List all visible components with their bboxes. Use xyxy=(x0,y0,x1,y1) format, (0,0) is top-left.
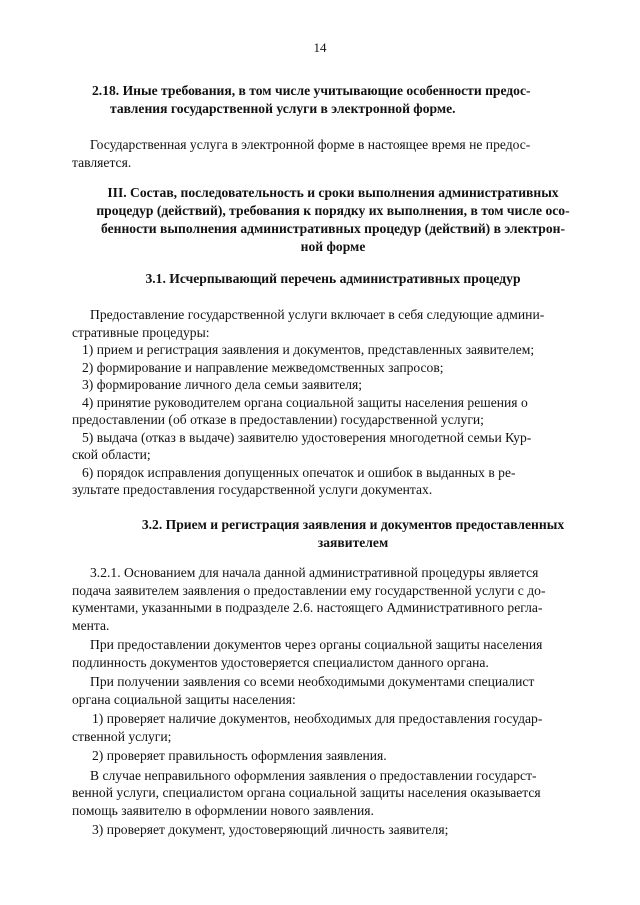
section-3-heading xyxy=(72,184,594,256)
paragraph xyxy=(72,821,594,839)
section-3-2-body xyxy=(72,564,594,839)
list-item-line: предоставлении (об отказе в предоставлении) государственной услуги; xyxy=(72,412,484,427)
list-item: 2) формирование и направление межведомственных запросов; xyxy=(82,359,444,375)
body-line: тавляется. xyxy=(72,154,132,170)
body-line: помощь заявителю в оформлении нового заявления. xyxy=(72,802,374,818)
body-line: Предоставление государственной услуги включает в себя следующие админи- xyxy=(90,307,545,322)
paragraph xyxy=(72,673,594,708)
body-line: подлинность документов удостоверяется специалистом данного органа. xyxy=(72,654,489,670)
paragraph xyxy=(72,710,594,745)
body-line: стративные процедуры: xyxy=(72,324,210,340)
heading-line: III. Состав, последовательность и сроки выполнения административных xyxy=(107,185,559,200)
list-item-line: зультате предоставления государственной услуги документах. xyxy=(72,482,433,497)
body-line: ственной услуги; xyxy=(72,728,172,744)
section-3-1-body xyxy=(72,306,594,499)
body-line: 1) проверяет наличие документов, необходимых для предоставления государ- xyxy=(92,711,543,726)
body-line: 2) проверяет правильность оформления заявления. xyxy=(92,748,387,763)
list-item-line: 5) выдача (отказ в выдаче) заявителю удостоверения многодетной семьи Кур- xyxy=(82,429,532,445)
section-3-2-heading xyxy=(112,516,594,552)
list-item: 1) прием и регистрация заявления и документов, представленных заявителем; xyxy=(82,342,535,357)
paragraph xyxy=(72,767,594,820)
section-3-1-heading: 3.1. Исчерпывающий перечень административных процедур xyxy=(145,271,521,286)
body-line: При получении заявления со всеми необходимыми документами специалист xyxy=(90,674,535,689)
list-item-line: ской области; xyxy=(72,447,151,462)
body-line: 3) проверяет документ, удостоверяющий личность заявителя; xyxy=(92,822,449,837)
paragraph xyxy=(72,747,594,765)
body-line: венной услуги, специалистом органа социальной защиты населения оказывается xyxy=(72,785,541,800)
heading-line: процедур (действий), требования к порядку их выполнения, в том числе осо- xyxy=(96,203,570,218)
list-item xyxy=(72,394,594,429)
heading-line: бенности выполнения административных процедур (действий) в электрон- xyxy=(100,221,565,236)
list-item: 3) формирование личного дела семьи заявителя; xyxy=(82,377,363,392)
list-item xyxy=(72,429,594,464)
body-line: мента. xyxy=(72,617,110,633)
body-line: кументами, указанными в подразделе 2.6. настоящего Административного регла- xyxy=(72,600,543,615)
paragraph xyxy=(72,636,594,671)
body-line: Государственная услуга в электронной форме в настоящее время не предос- xyxy=(90,137,531,152)
heading-line: 2.18. Иные требования, в том числе учитывающие особенности предос- xyxy=(92,83,531,98)
body-line: 3.2.1. Основанием для начала данной административной процедуры является xyxy=(90,565,539,580)
body-line: подача заявителем заявления о предоставлении ему государственной услуги с до- xyxy=(72,582,546,598)
heading-line: тавления государственной услуги в электронной форме. xyxy=(110,101,456,116)
paragraph xyxy=(72,564,594,634)
body-line: В случае неправильного оформления заявления о предоставлении государст- xyxy=(90,767,537,783)
page-number: 14 xyxy=(313,40,327,55)
section-2-18-heading xyxy=(88,82,594,118)
list-item xyxy=(72,464,594,499)
section-2-18-body xyxy=(72,136,594,171)
body-line: органа социальной защиты населения: xyxy=(72,691,296,707)
heading-line: 3.2. Прием и регистрация заявления и документов предоставленных xyxy=(141,517,565,532)
body-line: При предоставлении документов через органы социальной защиты населения xyxy=(90,637,543,652)
heading-line: заявителем xyxy=(317,535,389,550)
list-item-line: 4) принятие руководителем органа социальной защиты населения решения о xyxy=(82,394,528,410)
heading-line: ной форме xyxy=(300,239,366,254)
list-item-line: 6) порядок исправления допущенных опечаток и ошибок в выданных в ре- xyxy=(82,464,516,480)
